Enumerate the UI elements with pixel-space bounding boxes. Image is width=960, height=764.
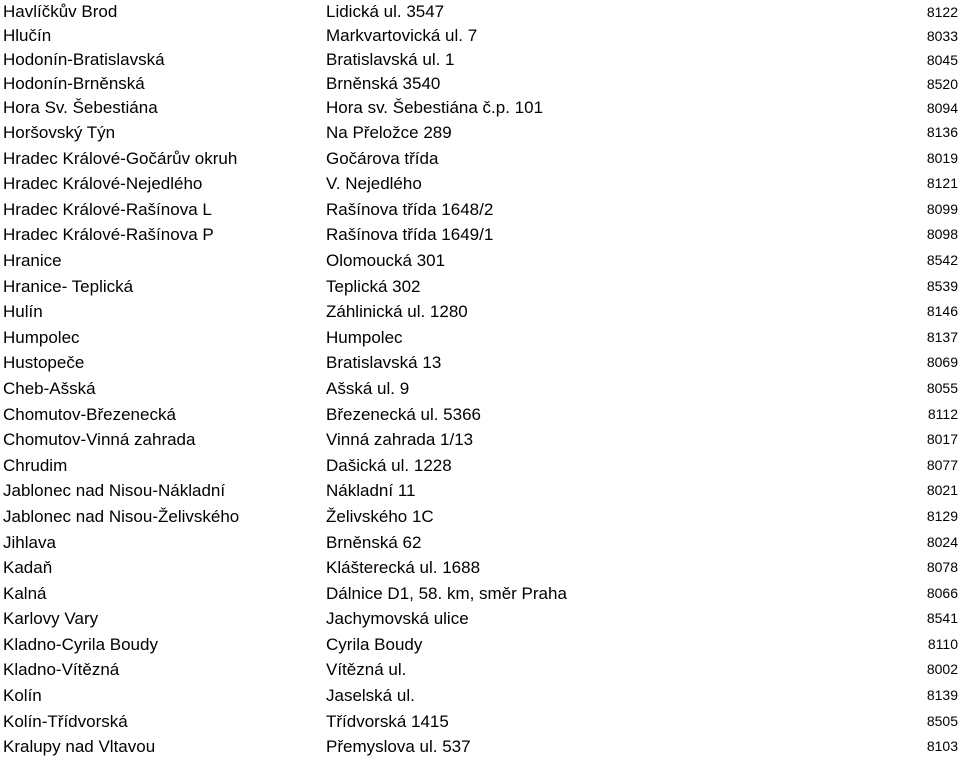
station-code: 8146 (926, 303, 958, 320)
table-row (0, 734, 960, 760)
station-code: 8103 (926, 738, 958, 755)
station-address: Brněnská 3540 (326, 74, 441, 93)
station-address: Dálnice D1, 58. km, směr Praha (326, 583, 567, 603)
station-address: Lidická ul. 3547 (326, 2, 445, 21)
station-name: Hodonín-Brněnská (3, 74, 145, 93)
table-row (0, 504, 960, 530)
table-row (0, 478, 960, 504)
station-name: Hulín (3, 302, 43, 322)
station-address: Ašská ul. 9 (326, 378, 410, 398)
station-address: Přemyslova ul. 537 (326, 737, 471, 757)
station-address: Jaselská ul. (326, 686, 415, 706)
station-address: Dašická ul. 1228 (326, 455, 452, 475)
station-code: 8520 (926, 76, 958, 92)
table-row (0, 197, 960, 223)
table-row (0, 709, 960, 735)
station-address: Jachymovská ulice (326, 609, 469, 629)
table-row (0, 402, 960, 428)
station-code: 8094 (926, 100, 958, 116)
station-address: Březenecká ul. 5366 (326, 404, 481, 424)
station-name: Jablonec nad Nisou-Nákladní (3, 481, 226, 501)
table-row (0, 171, 960, 197)
station-address: Teplická 302 (326, 276, 421, 296)
station-name: Kolín-Třídvorská (3, 711, 128, 731)
table-row (0, 120, 960, 146)
station-name: Kralupy nad Vltavou (3, 737, 156, 757)
station-name: Kalná (3, 583, 47, 603)
station-name: Hranice (3, 250, 62, 270)
station-name: Hradec Králové-Rašínova P (3, 225, 214, 245)
station-address: Brněnská 62 (326, 532, 422, 552)
table-row (0, 274, 960, 300)
station-name: Jihlava (3, 532, 56, 552)
station-address: Olomoucká 301 (326, 250, 446, 270)
station-code: 8122 (926, 4, 958, 20)
table-row (0, 427, 960, 453)
station-name: Horšovský Týn (3, 123, 116, 142)
station-address: V. Nejedlého (326, 174, 422, 194)
station-address: Markvartovická ul. 7 (326, 26, 478, 45)
station-address: Nákladní 11 (326, 481, 416, 501)
station-name: Karlovy Vary (3, 609, 99, 629)
table-row (0, 0, 960, 24)
station-name: Chomutov-Březenecká (3, 404, 176, 424)
table-row (0, 632, 960, 658)
station-name: Hradec Králové-Gočárův okruh (3, 148, 238, 168)
station-code: 8541 (926, 610, 958, 627)
station-code: 8098 (926, 226, 958, 243)
station-name: Chrudim (3, 455, 68, 475)
station-code: 8066 (926, 584, 958, 601)
station-address: Hora sv. Šebestiána č.p. 101 (326, 98, 544, 117)
station-code: 8033 (926, 28, 958, 44)
station-code: 8129 (926, 507, 958, 524)
station-address: Na Přeložce 289 (326, 123, 452, 142)
station-name: Hustopeče (3, 353, 85, 373)
station-code: 8505 (926, 712, 958, 729)
table-row (0, 581, 960, 607)
station-address: Gočárova třída (326, 148, 439, 168)
station-code: 8099 (926, 200, 958, 217)
table-row (0, 453, 960, 479)
station-address: Humpolec (326, 327, 403, 347)
station-address: Vinná zahrada 1/13 (326, 430, 474, 450)
station-code: 8078 (926, 559, 958, 576)
table-row (0, 24, 960, 48)
station-code: 8019 (926, 149, 958, 166)
station-code: 8055 (926, 379, 958, 396)
station-name: Hlučín (3, 26, 52, 45)
station-address: Cyrila Boudy (326, 634, 423, 654)
station-name: Jablonec nad Nisou-Želivského (3, 506, 240, 526)
station-code: 8539 (926, 277, 958, 294)
table-row (0, 350, 960, 376)
table-row (0, 606, 960, 632)
table-row (0, 248, 960, 274)
table-row (0, 376, 960, 402)
station-code: 8112 (927, 405, 958, 422)
station-address: Třídvorská 1415 (326, 711, 449, 731)
table-row (0, 683, 960, 709)
station-address: Vítězná ul. (326, 660, 407, 680)
station-code: 8017 (926, 431, 958, 448)
station-name: Humpolec (3, 327, 80, 347)
station-name: Hradec Králové-Rašínova L (3, 199, 212, 219)
station-code: 8077 (926, 456, 958, 473)
table-row (0, 222, 960, 248)
station-name: Hradec Králové-Nejedlého (3, 174, 203, 194)
station-address: Záhlinická ul. 1280 (326, 302, 468, 322)
table-row (0, 72, 960, 96)
station-address: Želivského 1C (326, 506, 434, 526)
station-name: Havlíčkův Brod (3, 2, 118, 21)
station-code: 8110 (927, 635, 958, 652)
station-name: Kolín (3, 686, 42, 706)
station-code: 8139 (926, 687, 958, 704)
station-name: Hora Sv. Šebestiána (3, 98, 158, 117)
station-name: Kladno-Cyrila Boudy (3, 634, 158, 654)
station-name: Kadaň (3, 558, 53, 578)
table-row (0, 48, 960, 72)
station-code: 8069 (926, 354, 958, 371)
station-code: 8121 (926, 175, 958, 192)
station-address: Rašínova třída 1648/2 (326, 199, 494, 219)
station-name: Hranice- Teplická (3, 276, 134, 296)
station-address: Bratislavská 13 (326, 353, 442, 373)
table-row (0, 146, 960, 172)
station-address: Bratislavská ul. 1 (326, 50, 455, 69)
station-address: Klášterecká ul. 1688 (326, 558, 481, 578)
table-row (0, 299, 960, 325)
table-row (0, 555, 960, 581)
station-code: 8137 (926, 328, 958, 345)
station-name: Cheb-Ašská (3, 378, 96, 398)
table-row (0, 325, 960, 351)
station-code: 8045 (926, 52, 958, 68)
station-name: Chomutov-Vinná zahrada (3, 430, 196, 450)
station-name: Hodonín-Bratislavská (3, 50, 165, 69)
station-code: 8542 (926, 251, 958, 268)
station-name: Kladno-Vítězná (3, 660, 120, 680)
station-code: 8136 (926, 124, 958, 140)
table-row (0, 530, 960, 556)
table-row (0, 96, 960, 120)
station-code: 8002 (926, 661, 958, 678)
station-address: Rašínova třída 1649/1 (326, 225, 494, 245)
station-code: 8021 (926, 482, 958, 499)
table-row (0, 657, 960, 683)
station-code: 8024 (926, 533, 958, 550)
